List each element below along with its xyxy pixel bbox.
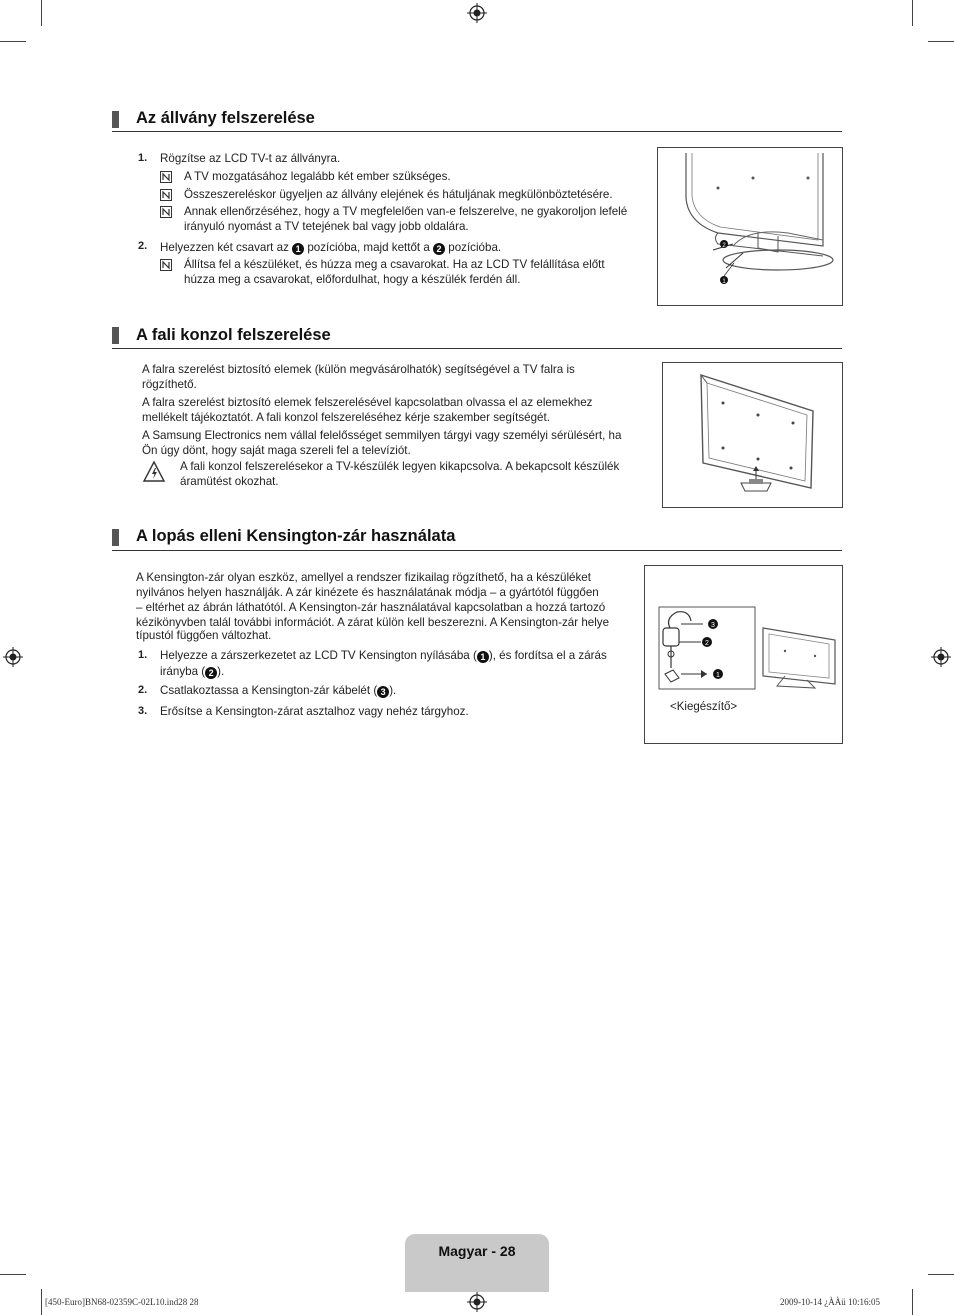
step-text-part: pozícióba.: [448, 241, 502, 254]
section-marker: [112, 327, 119, 344]
wall-mount-illustration: [662, 362, 843, 508]
note-text: Annak ellenőrzéséhez, hogy a TV megfelelően van-e felszerelve, ne gyakoroljon lefelé: [184, 205, 628, 218]
step-text: [160, 240, 501, 255]
step-number: 2.: [138, 684, 148, 696]
section-rule: [112, 348, 842, 349]
marker-1-icon: 1: [477, 651, 489, 663]
paragraph: A falra szerelést biztosító elemek (külön megvásárolhatók) segítségével a TV falra is: [142, 363, 575, 376]
registration-mark-icon: [931, 647, 951, 667]
paragraph: Ön úgy dönt, hogy saját maga szereli fel a televíziót.: [142, 444, 411, 457]
step-number: 1.: [138, 152, 148, 164]
step-text-part: Helyezzen két csavart az: [160, 241, 289, 254]
paragraph: A falra szerelést biztosító elemek felszerelésével kapcsolatban olvassa el az elemekhez: [142, 396, 593, 409]
crop-mark: [928, 1274, 954, 1275]
note-text: Összeszereléskor ügyeljen az állvány elejének és hátuljának megkülönböztetésére.: [184, 188, 613, 201]
note-text: Állítsa fel a készüléket, és húzza meg a csavarokat. Ha az LCD TV felállítása előtt: [184, 258, 605, 271]
section-rule: [112, 550, 842, 551]
step-text: Erősítse a Kensington-zárat asztalhoz vagy nehéz tárgyhoz.: [160, 705, 469, 718]
crop-mark: [928, 41, 954, 42]
page-number: Magyar - 28: [438, 1243, 516, 1259]
note-icon: [160, 259, 172, 271]
stand-illustration: [657, 147, 843, 306]
paragraph: rögzíthető.: [142, 378, 197, 391]
crop-mark: [0, 1274, 26, 1275]
svg-text:2: 2: [705, 640, 709, 647]
figure-caption: <Kiegészítő>: [670, 701, 738, 713]
print-slug-right: 2009-10-14 ¿ÀÀü 10:16:05: [780, 1297, 880, 1307]
paragraph: A Kensington-zár olyan eszköz, amellyel a rendszer fizikailag rögzíthető, ha a készüléket: [136, 571, 591, 584]
section-title-stand: Az állvány felszerelése: [136, 109, 315, 127]
section-title-wall: A fali konzol felszerelése: [136, 326, 331, 344]
step-text: [160, 683, 396, 698]
section-rule: [112, 131, 842, 132]
print-slug-left: [450-Euro]BN68-02359C-02L10.ind28 28: [45, 1297, 199, 1307]
paragraph: kézikönyvben talál további információt. A zárat külön kell beszerezni. A Kensington-zár helye: [136, 616, 610, 629]
step-text: [160, 664, 224, 679]
registration-mark-icon: [467, 1292, 487, 1312]
step-number: 2.: [138, 240, 148, 252]
paragraph: nyilvános helyen használják. A zár kinézete és használatának módja – a gyártótól függően: [136, 586, 599, 599]
warning-icon: [142, 460, 166, 484]
paragraph: típustól függően változhat.: [136, 629, 272, 642]
section-marker: [112, 529, 119, 546]
step-text-part: ).: [389, 684, 397, 697]
note-text: A TV mozgatásához legalább két ember szükséges.: [184, 170, 451, 183]
step-text: Rögzítse az LCD TV-t az állványra.: [160, 152, 341, 165]
marker-2-icon: 2: [205, 667, 217, 679]
warning-text: A fali konzol felszerelésekor a TV-készülék legyen kikapcsolva. A bekapcsolt készülék: [180, 460, 620, 473]
crop-mark: [0, 41, 26, 42]
crop-mark: [41, 0, 42, 26]
marker-1-icon: 1: [292, 243, 304, 255]
paragraph: mellékelt tájékoztatót. A fali konzol felszereléséhez kérje szakember segítségét.: [142, 411, 550, 424]
note-text: irányuló nyomást a TV tetejének bal vagy jobb oldalára.: [184, 220, 469, 233]
step-text-part: Helyezze a zárszerkezetet az LCD TV Kensington nyílásába (: [160, 649, 477, 662]
step-number: 3.: [138, 705, 148, 717]
step-text: [160, 648, 607, 663]
step-text-part: Csatlakoztassa a Kensington-zár kábelét (: [160, 684, 378, 697]
note-text: húzza meg a csavarokat, előfordulhat, hogy a készülék ferdén áll.: [184, 273, 521, 286]
registration-mark-icon: [3, 647, 23, 667]
marker-2-icon: 2: [433, 243, 445, 255]
step-text-part: ).: [217, 665, 225, 678]
kensington-illustration: [644, 565, 843, 744]
paragraph: A Samsung Electronics nem vállal felelősséget semmilyen tárgyi vagy személyi sérülésért, ha: [142, 429, 622, 442]
step-number: 1.: [138, 649, 148, 661]
warning-text: áramütést okozhat.: [180, 475, 279, 488]
section-title-kensington: A lopás elleni Kensington-zár használata: [136, 527, 456, 545]
svg-text:2: 2: [722, 243, 726, 249]
crop-mark: [912, 1289, 913, 1315]
note-icon: [160, 171, 172, 183]
step-text-part: ), és fordítsa el a zárás: [488, 649, 607, 662]
registration-mark-icon: [467, 3, 487, 23]
svg-text:1: 1: [716, 672, 720, 679]
note-icon: [160, 189, 172, 201]
svg-text:1: 1: [722, 279, 726, 285]
section-marker: [112, 111, 119, 128]
svg-text:3: 3: [711, 622, 715, 629]
paragraph: – eltérhet az ábrán láthatótól. A Kensington-zár használatával kapcsolatban a hozzá tartozó: [136, 601, 606, 614]
marker-3-icon: 3: [377, 686, 389, 698]
step-text-part: pozícióba, majd kettőt a: [307, 241, 430, 254]
crop-mark: [41, 1289, 42, 1315]
crop-mark: [912, 0, 913, 26]
step-text-part: irányba (: [160, 665, 206, 678]
note-icon: [160, 206, 172, 218]
